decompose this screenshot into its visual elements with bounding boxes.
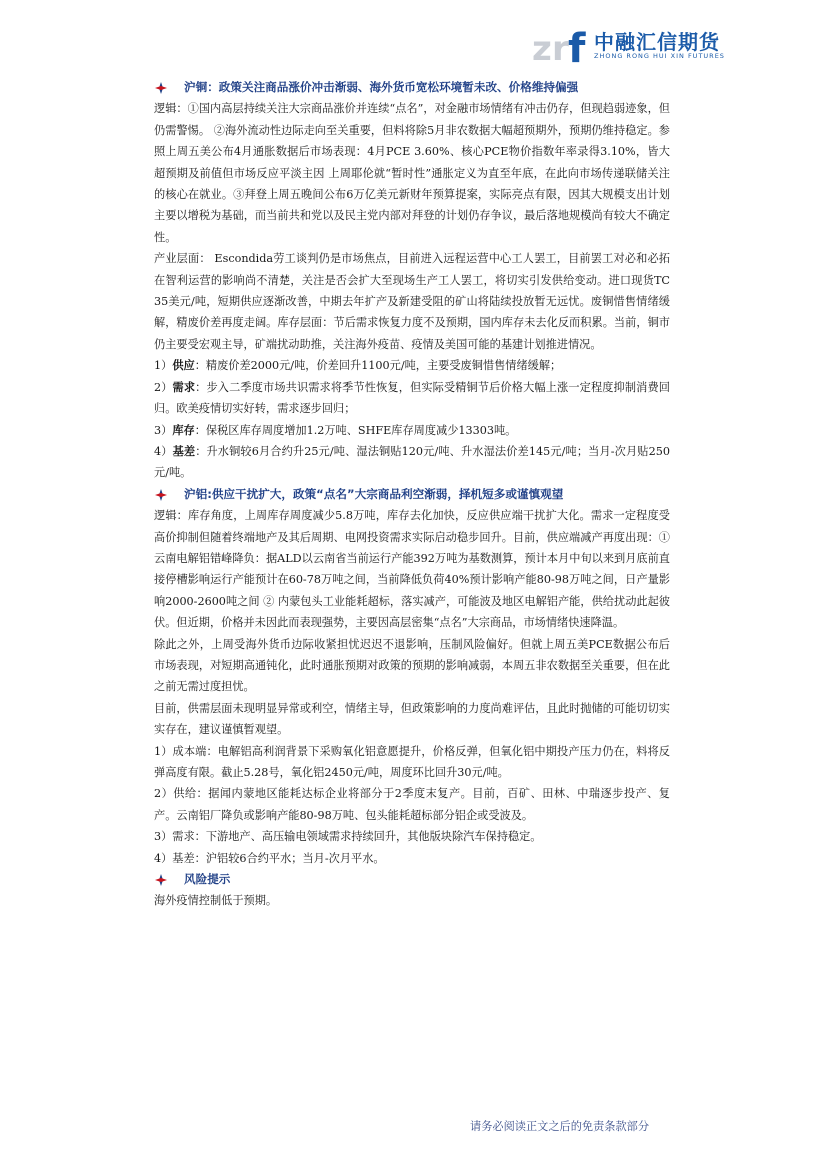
bullet-icon <box>154 81 168 95</box>
aluminum-paragraph: 除此之外，上周受海外货币边际收紧担忧迟迟不退影响，压制风险偏好。但就上周五美PCE数据公布后市场表现，对短期高通钝化，此时通胀预期对政策的预期的影响减弱，本周五非农数据至关重要，但在此之前无需过度担忧。 <box>154 637 670 694</box>
company-logo <box>532 22 725 68</box>
aluminum-paragraph: 2）供给：据闻内蒙地区能耗达标企业将部分于2季度末复产。目前，百矿、田林、中瑞逐步投产、复产。云南铝厂降负或影响产能80-98万吨、包头能耗超标部分铝企或受波及。 <box>154 787 670 822</box>
copper-heading-text: 沪铜：政策关注商品涨价冲击渐弱、海外货币宽松环境暂未改、价格维持偏强 <box>184 80 579 94</box>
aluminum-paragraph: 逻辑：库存角度，上周库存周度减少5.8万吨，库存去化加快，反应供应端干扰扩大化。需求一定程度受高价抑制但随着终端地产及其后周期、电网投资需求实际启动稳步回升。目前，供应端减产再度出现：①云南电解铝错峰降负：据ALD以云南省当前运行产能392万吨为基数测算，预计本月中旬以来到月底前直接停槽影响运行产能预计在60-78万吨之间，当前降低负荷40%预计影响产能80-98万吨之间，日产量影响2000-2600吨之间 ② 内蒙包头工业能耗超标，落实减产，可能波及地区电解铝产能，供给扰动此起彼伏。但近期，价格并未因此而表现强势，主要因高层密集“点名”大宗商品，市场情绪快速降温。 <box>154 509 670 630</box>
copper-item-demand: 2）需求：步入二季度市场共识需求将季节性恢复，但实际受精铜节后价格大幅上涨一定程度抑制消费回归。欧美疫情切实好转，需求逐步回归； <box>154 380 670 416</box>
aluminum-paragraph: 3）需求：下游地产、高压输电领域需求持续回升，其他版块除汽车保持稳定。 <box>154 830 542 844</box>
risk-heading-text: 风险提示 <box>184 872 231 887</box>
copper-item-supply: 1）供应：精废价差2000元/吨，价差回升1100元/吨，主要受废铜惜售情绪缓解； <box>154 359 562 373</box>
bullet-icon <box>154 488 168 502</box>
disclaimer-footer: 请务必阅读正文之后的免责条款部分 <box>470 1120 650 1133</box>
logo-name-en: ZHONG RONG HUI XIN FUTURES <box>594 52 725 60</box>
aluminum-paragraph: 目前，供需层面未现明显异常或利空，情绪主导，但政策影响的力度尚难评估，且此时抛储的可能切切实实存在，建议谨慎暂观望。 <box>154 701 670 737</box>
copper-heading <box>154 77 670 98</box>
aluminum-heading-text: 沪铝:供应干扰扩大，政策“点名”大宗商品利空渐弱，择机短多或谨慎观望 <box>184 486 564 501</box>
aluminum-paragraph: 1）成本端：电解铝高利润背景下采购氧化铝意愿提升，价格反弹，但氧化铝中期投产压力仍在，料将反弹高度有限。截止5.28号，氧化铝2450元/吨，周度环比回升30元/吨。 <box>154 744 670 779</box>
report-body <box>154 77 670 912</box>
aluminum-heading <box>154 484 670 505</box>
zrf-logo-icon <box>532 26 590 66</box>
bullet-icon <box>154 873 168 887</box>
risk-text: 海外疫情控制低于预期。 <box>154 894 278 908</box>
svg-text:f: f <box>568 26 586 66</box>
risk-heading <box>154 869 670 890</box>
svg-text:r: r <box>552 29 569 66</box>
logo-name-cn: 中融汇信期货 <box>594 30 720 54</box>
copper-industry: 产业层面： Escondida劳工谈判仍是市场焦点，目前进入远程运营中心工人罢工，目前罢工对必和必拓在智利运营的影响尚不清楚，关注是否会扩大至现场生产工人罢工，将切实引发供给变动。进口现货TC 35美元/吨，短期供应逐渐改善，中期去年扩产及新建受阻的矿山将陆续投放暂无远忧。废铜惜售情绪缓解，精废价差再度走阔。库存层面：节后需求恢复力度不及预期，国内库存未去化反而积累。当前，铜市仍主要受宏观主导，矿端扰动助推，关注海外疫苗、疫情及美国可能的基建计划推进情况。 <box>154 252 670 351</box>
svg-text:z: z <box>532 29 552 66</box>
copper-item-basis: 4）基差：升水铜较6月合约升25元/吨、湿法铜贴120元/吨、升水湿法价差145元/吨；当月-次月贴250元/吨。 <box>154 444 670 480</box>
copper-item-inventory: 3）库存：保税区库存周度增加1.2万吨、SHFE库存周度减少13303吨。 <box>154 423 517 437</box>
copper-logic: 逻辑：①国内高层持续关注大宗商品涨价并连续“点名”，对金融市场情绪有冲击仍存，但现趋弱迹象，但仍需警惕。 ②海外流动性边际走向至关重要，但料将除5月非农数据大幅超预期外，预期仍维持稳定。参照上周五美公布4月通胀数据后市场表现：4月PCE 3.60%、核心PCE物价指数年率录得3.10%，皆大超预期及前值但市场反应平淡主因 上周耶伦就“暂时性”通胀定义为直至年底，在此向市场传递联储关注的核心在就业。③拜登上周五晚间公布6万亿美元新财年预算提案，实际亮点有限，因其大规模支出计划主要以增税为基础，而当前共和党以及民主党内部对拜登的计划仍存争议，最后落地规模尚有较大不确定性。 <box>154 102 670 244</box>
aluminum-paragraph: 4）基差：沪铝较6合约平水；当月-次月平水。 <box>154 851 385 865</box>
